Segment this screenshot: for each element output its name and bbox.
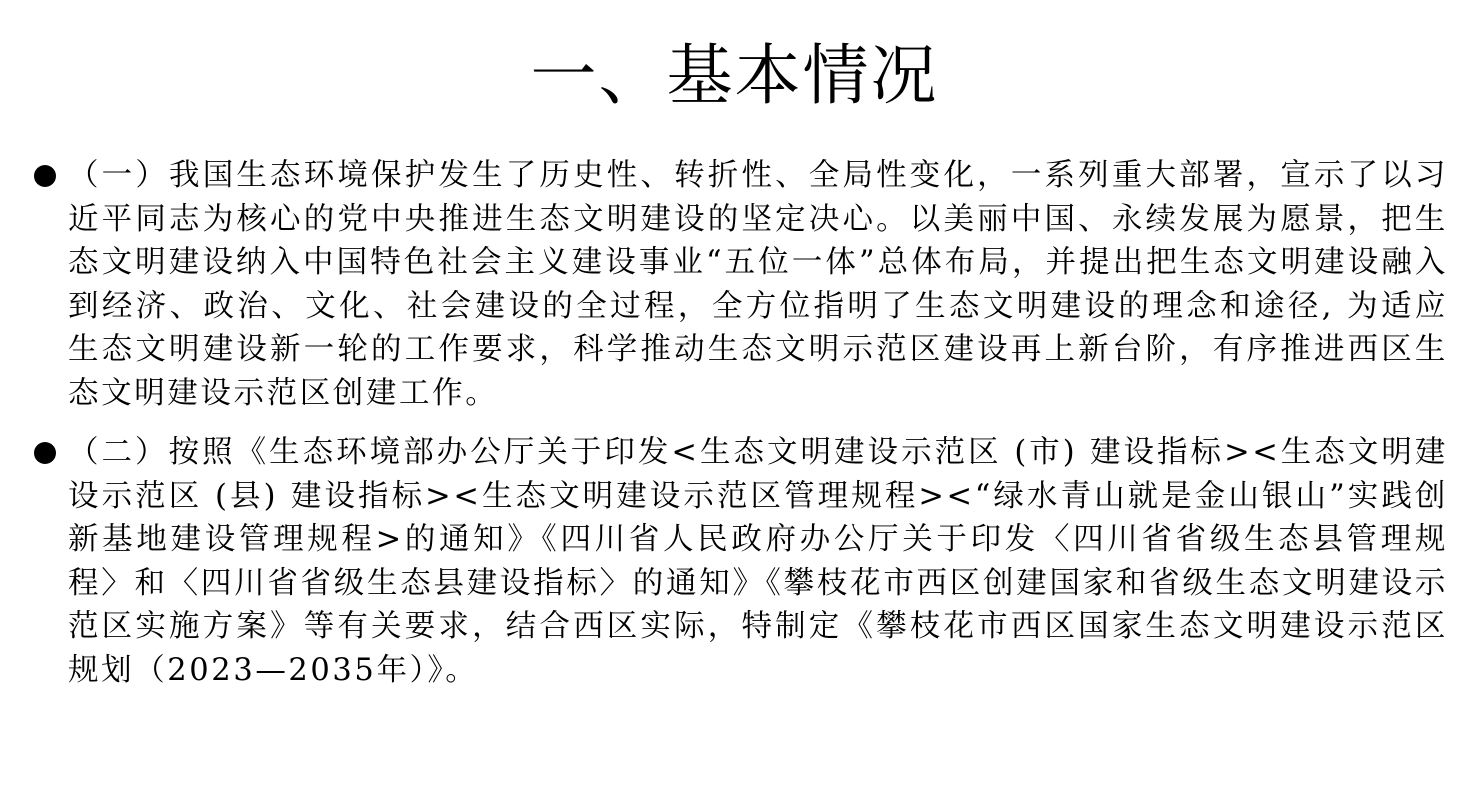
slide-title: 一、基本情况 <box>530 37 939 114</box>
bullet-dot-icon <box>34 442 56 464</box>
bullet-text-2: （二）按照《生态环境部办公厅关于印发<生态文明建设示范区 (市) 建设指标><生态文明建设示范区 (县) 建设指标><生态文明建设示范区管理规程><“绿水青山就是金山银山”实践创新基地建设管理规程>的通知》《四川省人民政府办公厅关于印发〈四川省省级生态县管理规程〉和〈四川省省级生态县建设指标〉的通知》《攀枝花市西区创建国家和省级生态文明建设示范区实施方案》等有关要求，结合西区实际，特制定《攀枝花市西区国家生态文明建设示范区规划（2023—2035年）》。 <box>68 435 1448 688</box>
bullet-item-1 <box>0 154 1469 415</box>
bullet-item-2 <box>0 431 1469 692</box>
bullet-dot-icon <box>34 165 56 187</box>
bullet-text-1: （一）我国生态环境保护发生了历史性、转折性、全局性变化，一系列重大部署，宣示了以习近平同志为核心的党中央推进生态文明建设的坚定决心。以美丽中国、永续发展为愿景，把生态文明建设纳入中国特色社会主义建设事业“五位一体”总体布局，并提出把生态文明建设融入到经济、政治、文化、社会建设的全过程，全方位指明了生态文明建设的理念和途径, 为适应生态文明建设新一轮的工作要求，科学推动生态文明示范区建设再上新台阶，有序推进西区生态文明建设示范区创建工作。 <box>68 158 1448 411</box>
bullet-list <box>0 154 1469 708</box>
